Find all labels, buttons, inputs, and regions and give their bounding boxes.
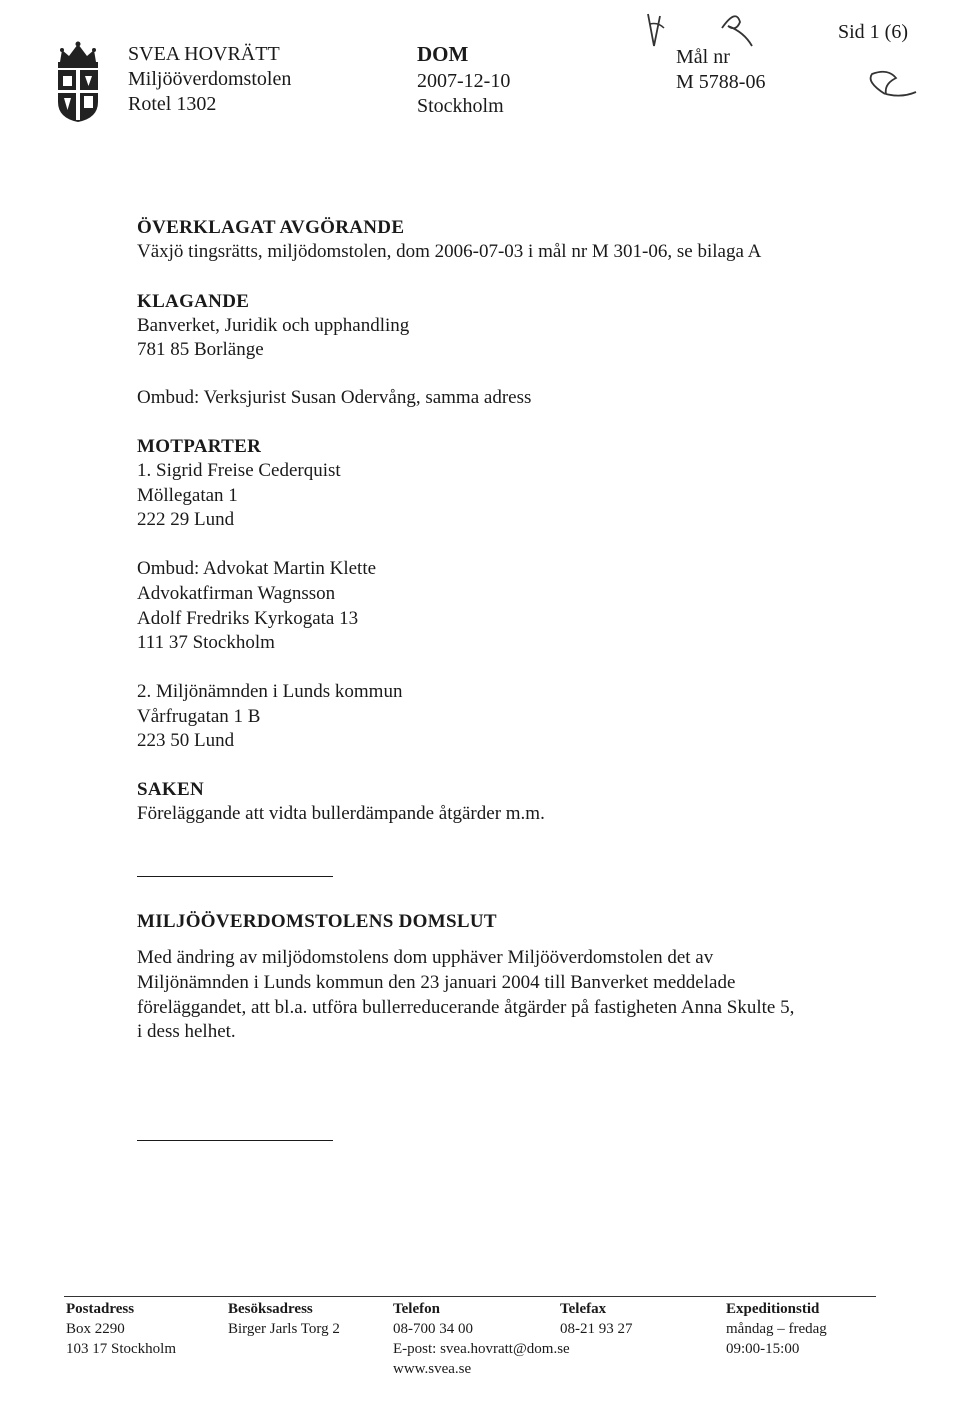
appellant-line: Banverket, Juridik och upphandling — [137, 315, 410, 336]
footer-fax-heading: Telefax — [560, 1301, 607, 1317]
coat-of-arms-logo — [52, 40, 104, 124]
footer-hours-heading: Expeditionstid — [726, 1301, 820, 1317]
court-unit: Rotel 1302 — [128, 93, 217, 115]
judgment-line: i dess helhet. — [137, 1021, 236, 1042]
footer-rule — [64, 1296, 876, 1297]
footer-fax-line: 08-21 93 27 — [560, 1321, 633, 1337]
footer-postal-line: 103 17 Stockholm — [66, 1341, 177, 1357]
judgment-line: Med ändring av miljödomstolens dom upphäver Miljööverdomstolen det av — [137, 947, 714, 968]
appellant-line: 781 85 Borlänge — [137, 339, 264, 360]
divider — [137, 1140, 333, 1141]
footer-hours-line: 09:00-15:00 — [726, 1341, 800, 1357]
respondent-1-counsel-line: Ombud: Advokat Martin Klette — [137, 558, 377, 579]
matter-heading: SAKEN — [137, 779, 204, 800]
appealed-heading: ÖVERKLAGAT AVGÖRANDE — [137, 217, 405, 238]
footer-phone-heading: Telefon — [393, 1301, 440, 1317]
respondent-1-line: 1. Sigrid Freise Cederquist — [137, 460, 341, 481]
footer-visit-heading: Besöksadress — [228, 1301, 313, 1317]
case-label: Mål nr — [676, 46, 730, 68]
judgment-line: föreläggandet, att bl.a. utföra bullerreducerande åtgärder på fastigheten Anna Skulte 5, — [137, 997, 795, 1018]
appellant-heading: KLAGANDE — [137, 291, 250, 312]
footer-website: www.svea.se — [393, 1361, 472, 1377]
footer-postal-heading: Postadress — [66, 1301, 135, 1317]
footer-hours-line: måndag – fredag — [726, 1321, 827, 1337]
appealed-text: Växjö tingsrätts, miljödomstolen, dom 2006-07-03 i mål nr M 301-06, se bilaga A — [137, 241, 762, 262]
case-number: M 5788-06 — [676, 71, 766, 93]
respondent-1-counsel-line: 111 37 Stockholm — [137, 632, 275, 653]
appellant-counsel: Ombud: Verksjurist Susan Odervång, samma adress — [137, 387, 532, 408]
document-type: DOM — [417, 42, 469, 66]
footer-visit-line: Birger Jarls Torg 2 — [228, 1321, 340, 1337]
respondent-1-counsel-line: Adolf Fredriks Kyrkogata 13 — [137, 608, 359, 629]
footer-phone-line: 08-700 34 00 — [393, 1321, 473, 1337]
respondent-1-counsel-line: Advokatfirman Wagnsson — [137, 583, 336, 604]
document-city: Stockholm — [417, 95, 504, 117]
document-date: 2007-12-10 — [417, 70, 511, 92]
judgment-heading: MILJÖÖVERDOMSTOLENS DOMSLUT — [137, 911, 497, 932]
court-division: Miljööverdomstolen — [128, 68, 292, 90]
respondent-1-line: 222 29 Lund — [137, 509, 235, 530]
respondent-2-line: 223 50 Lund — [137, 730, 235, 751]
respondent-2-line: Vårfrugatan 1 B — [137, 706, 261, 727]
judgment-line: Miljönämnden i Lunds kommun den 23 januari 2004 till Banverket meddelade — [137, 972, 736, 993]
footer-postal-line: Box 2290 — [66, 1321, 125, 1337]
footer-email: E-post: svea.hovratt@dom.se — [393, 1341, 570, 1357]
respondents-heading: MOTPARTER — [137, 436, 262, 457]
respondent-1-line: Möllegatan 1 — [137, 485, 238, 506]
respondent-2-line: 2. Miljönämnden i Lunds kommun — [137, 681, 403, 702]
court-name: SVEA HOVRÄTT — [128, 43, 280, 65]
divider — [137, 876, 333, 877]
matter-text: Föreläggande att vidta bullerdämpande åtgärder m.m. — [137, 803, 545, 824]
page-number: Sid 1 (6) — [838, 21, 908, 43]
